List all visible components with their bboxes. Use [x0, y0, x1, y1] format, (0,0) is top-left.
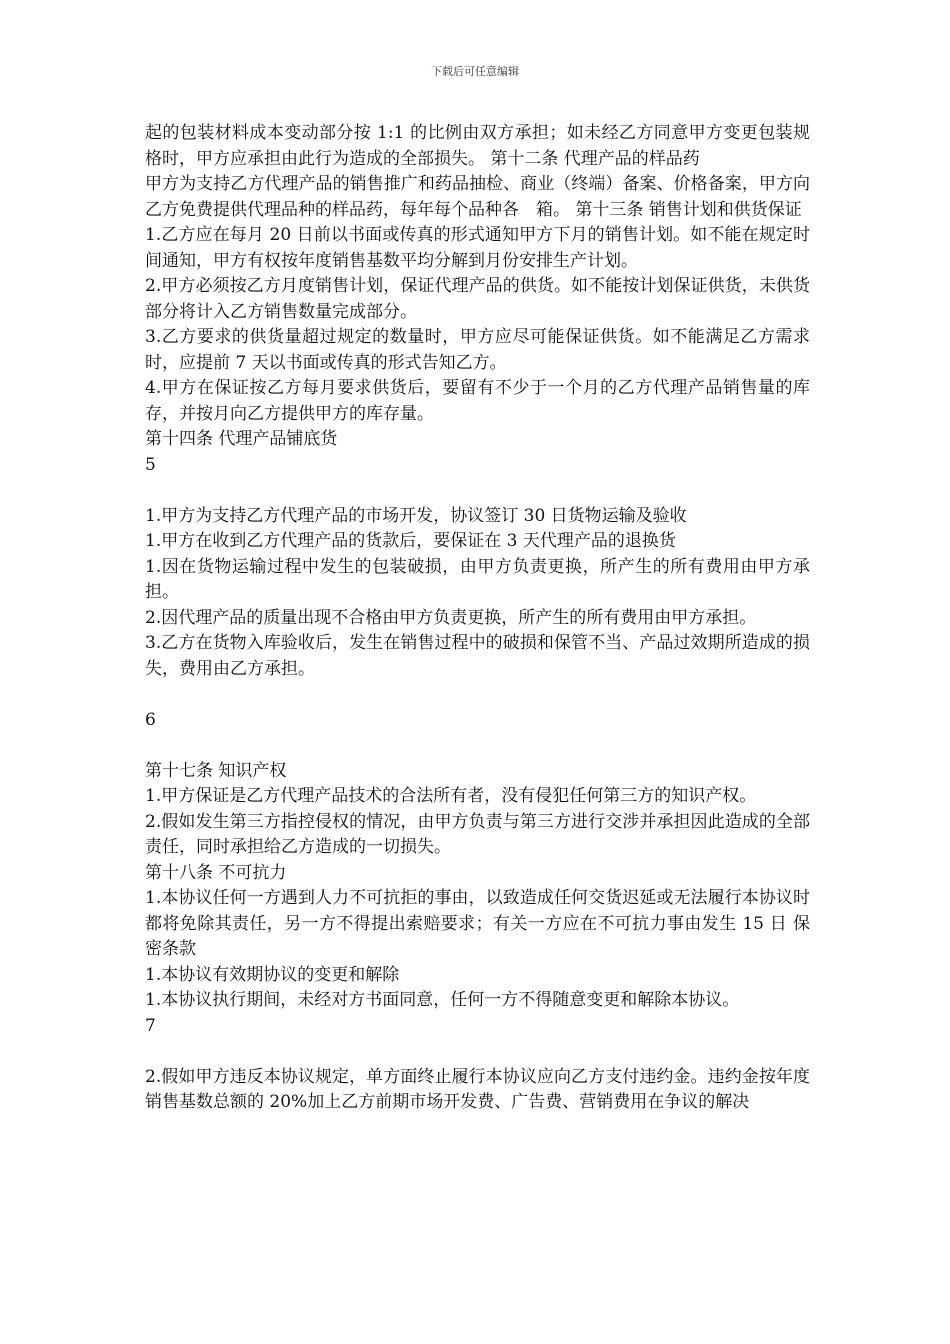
paragraph: 4.甲方在保证按乙方每月要求供货后，要留有不少于一个月的乙方代理产品销售量的库存，并按月向乙方提供甲方的库存量。	[145, 378, 810, 424]
paragraph: 1.甲方保证是乙方代理产品技术的合法所有者，没有侵犯任何第三方的知识产权。	[145, 786, 757, 806]
paragraph: 2.假如甲方违反本协议规定，单方面终止履行本协议应向乙方支付违约金。违约金按年度销售基数总额的 20%加上乙方前期市场开发费、广告费、营销费用在争议的解决	[145, 1066, 810, 1112]
paragraph: 2.假如发生第三方指控侵权的情况，由甲方负责与第三方进行交涉并承担因此造成的全部责任，同时承担给乙方造成的一切损失。	[145, 811, 810, 857]
page-header: 下载后可任意编辑	[431, 65, 519, 78]
paragraph: 1.本协议有效期协议的变更和解除	[145, 964, 400, 985]
paragraph: 起的包装材料成本变动部分按 1:1 的比例由双方承担；如未经乙方同意甲方变更包装规格时，甲方应承担由此行为造成的全部损失。 第十二条 代理产品的样品药	[145, 123, 810, 169]
paragraph: 2.因代理产品的质量出现不合格由甲方负责更换，所产生的所有费用由甲方承担。	[145, 607, 757, 628]
section-heading: 第十七条 知识产权	[145, 760, 287, 781]
section-heading: 第十四条 代理产品铺底货	[145, 429, 338, 449]
paragraph: 1.甲方为支持乙方代理产品的市场开发，协议签订 30 日货物运输及验收	[145, 505, 687, 526]
paragraph: 甲方为支持乙方代理产品的销售推广和药品抽检、商业（终端）备案、价格备案，甲方向乙方免费提供代理品种的样品药，每年每个品种各 箱。 第十三条 销售计划和供货保证	[145, 174, 810, 220]
blank-line	[145, 733, 810, 759]
blank-line	[145, 1039, 810, 1065]
blank-line	[145, 682, 810, 708]
paragraph: 3.乙方在货物入库验收后，发生在销售过程中的破损和保管不当、产品过效期所造成的损失，费用由乙方承担。	[145, 633, 810, 679]
blank-line	[145, 478, 810, 504]
paragraph: 3.乙方要求的供货量超过规定的数量时，甲方应尽可能保证供货。如不能满足乙方需求时，应提前 7 天以书面或传真的形式告知乙方。	[145, 327, 810, 373]
document-body	[145, 121, 810, 1116]
page-number: 5	[145, 454, 156, 475]
paragraph: 2.甲方必须按乙方月度销售计划，保证代理产品的供货。如不能按计划保证供货，未供货部分将计入乙方销售数量完成部分。	[145, 276, 810, 322]
paragraph: 1.甲方在收到乙方代理产品的货款后，要保证在 3 天代理产品的退换货	[145, 531, 676, 551]
paragraph: 1.乙方应在每月 20 日前以书面或传真的形式通知甲方下月的销售计划。如不能在规定时间通知，甲方有权按年度销售基数平均分解到月份安排生产计划。	[145, 225, 810, 271]
page-number: 7	[145, 1015, 156, 1036]
paragraph: 1.本协议执行期间，未经对方书面同意，任何一方不得随意变更和解除本协议。	[145, 990, 740, 1010]
page-number: 6	[145, 709, 156, 730]
paragraph: 1.因在货物运输过程中发生的包装破损，由甲方负责更换，所产生的所有费用由甲方承担。	[145, 556, 810, 602]
paragraph: 1.本协议任何一方遇到人力不可抗拒的事由，以致造成任何交货迟延或无法履行本协议时都将免除其责任，另一方不得提出索赔要求；有关一方应在不可抗力事由发生 15 日 保密条款	[145, 888, 810, 959]
section-heading: 第十八条 不可抗力	[145, 862, 287, 883]
